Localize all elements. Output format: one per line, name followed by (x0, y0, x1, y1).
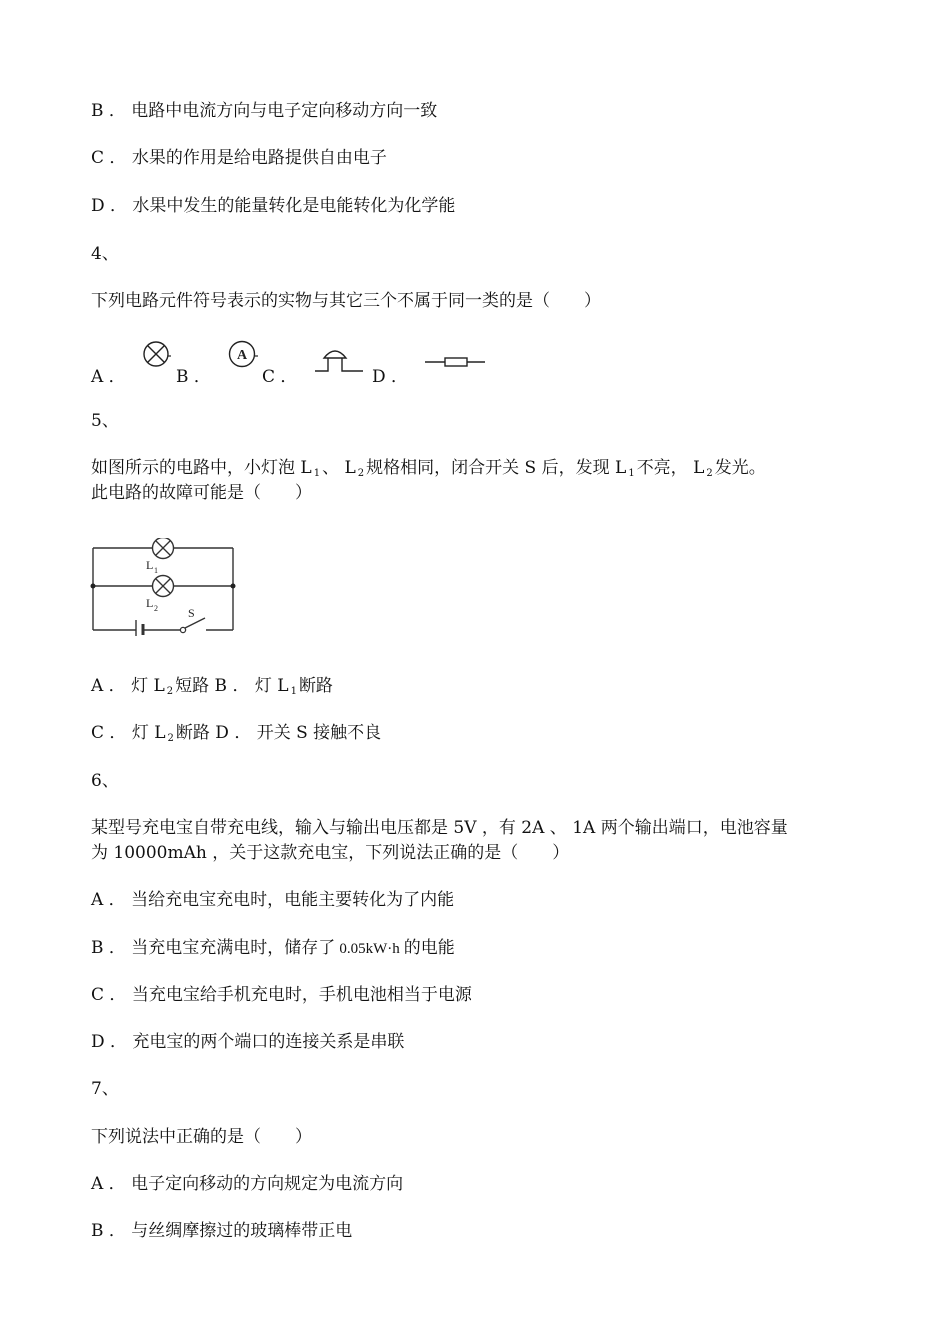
q6-opt-b-math: 0.05kW·h (339, 941, 400, 957)
switch-icon (180, 618, 205, 633)
q6-opt-b-b: 的电能 (403, 938, 455, 958)
q7-number: 7、 (91, 1079, 119, 1099)
label-l1: L (146, 558, 154, 572)
q5-sub-2: 2 (357, 468, 365, 479)
q5-stem-1c: 规格相同，闭合开关 S 后，发现 L (366, 458, 627, 478)
label-l2: L (146, 596, 154, 610)
resistor-symbol-icon (425, 354, 487, 370)
lamp-l1-icon (153, 538, 174, 559)
q4-stem: 下列电路元件符号表示的实物与其它三个不属于同一类的是（ ） (91, 291, 601, 311)
lamp-l2-icon (153, 576, 174, 597)
q5-opt-c-b: 断路 D ． 开关 S 接触不良 (175, 723, 382, 743)
q5-option-ab (91, 675, 333, 703)
circuit-diagram (88, 538, 240, 636)
q6-number: 6、 (91, 771, 119, 791)
q5-opt-a-sub: 2 (166, 686, 174, 697)
q6-option-d: D ． 充电宝的两个端口的连接关系是串联 (91, 1032, 405, 1052)
q7-option-b: B ． 与丝绸摩擦过的玻璃棒带正电 (91, 1221, 353, 1241)
label-l1-sub: 1 (154, 566, 158, 575)
q5-opt-b-sub: 1 (290, 686, 297, 697)
q3-option-d: D ． 水果中发生的能量转化是电能转化为化学能 (91, 196, 456, 216)
ammeter-symbol-icon (227, 340, 259, 370)
q4-label-c: C ． (262, 367, 298, 387)
ammeter-letter: A (236, 348, 248, 363)
q5-number: 5、 (91, 411, 119, 431)
q5-opt-c-a: C ． 灯 L (91, 723, 166, 743)
q4-options (91, 340, 591, 387)
q7-stem: 下列说法中正确的是（ ） (91, 1127, 312, 1147)
lamp-symbol-icon (141, 340, 175, 370)
q5-sub-2b: 2 (706, 468, 713, 479)
q4-label-d: D ． (372, 367, 409, 387)
q5-sub-1: 1 (313, 468, 321, 479)
q3-option-c: C ． 水果的作用是给电路提供自由电子 (91, 148, 387, 168)
q6-opt-b-a: B ． 当充电宝充满电时，储存了 (91, 938, 336, 958)
q6-option-b (91, 937, 455, 960)
q6-option-c: C ． 当充电宝给手机充电时，手机电池相当于电源 (91, 985, 472, 1005)
q5-stem-1b: 、 L (322, 458, 356, 478)
label-s: S (188, 606, 195, 620)
q5-opt-c-sub: 2 (167, 733, 174, 744)
q4-label-b: B ． (176, 367, 211, 387)
q5-stem-1d: 不亮， L (636, 458, 705, 478)
q3-option-b: B ． 电路中电流方向与电子定向移动方向一致 (91, 101, 438, 121)
q5-option-cd (91, 722, 381, 750)
bell-symbol-icon (315, 342, 365, 374)
q5-sub-1b: 1 (628, 468, 635, 479)
q5-stem-1e: 发光。 (714, 458, 766, 478)
label-l2-sub: 2 (154, 604, 158, 613)
q5-stem-line-1 (91, 457, 766, 485)
q5-opt-a-c: 断路 (298, 676, 333, 696)
q6-stem-line-1: 某型号充电宝自带充电线，输入与输出电压都是 5V ，有 2A 、 1A 两个输出端口，电池容量 (91, 818, 788, 838)
q5-opt-a-a: A ． 灯 L (91, 676, 165, 696)
battery-icon (136, 620, 143, 636)
q5-stem-line-2: 此电路的故障可能是（ ） (91, 483, 312, 503)
q5-opt-a-b: 短路 B ． 灯 L (175, 676, 289, 696)
q7-option-a: A ． 电子定向移动的方向规定为电流方向 (91, 1174, 404, 1194)
q6-stem-line-2: 为 10000mAh ，关于这款充电宝，下列说法正确的是（ ） (91, 843, 570, 863)
q6-option-a: A ． 当给充电宝充电时，电能主要转化为了内能 (91, 890, 455, 910)
q4-label-a: A ． (91, 367, 126, 387)
q5-stem-1a: 如图所示的电路中，小灯泡 L (91, 458, 312, 478)
q4-number: 4、 (91, 244, 119, 264)
